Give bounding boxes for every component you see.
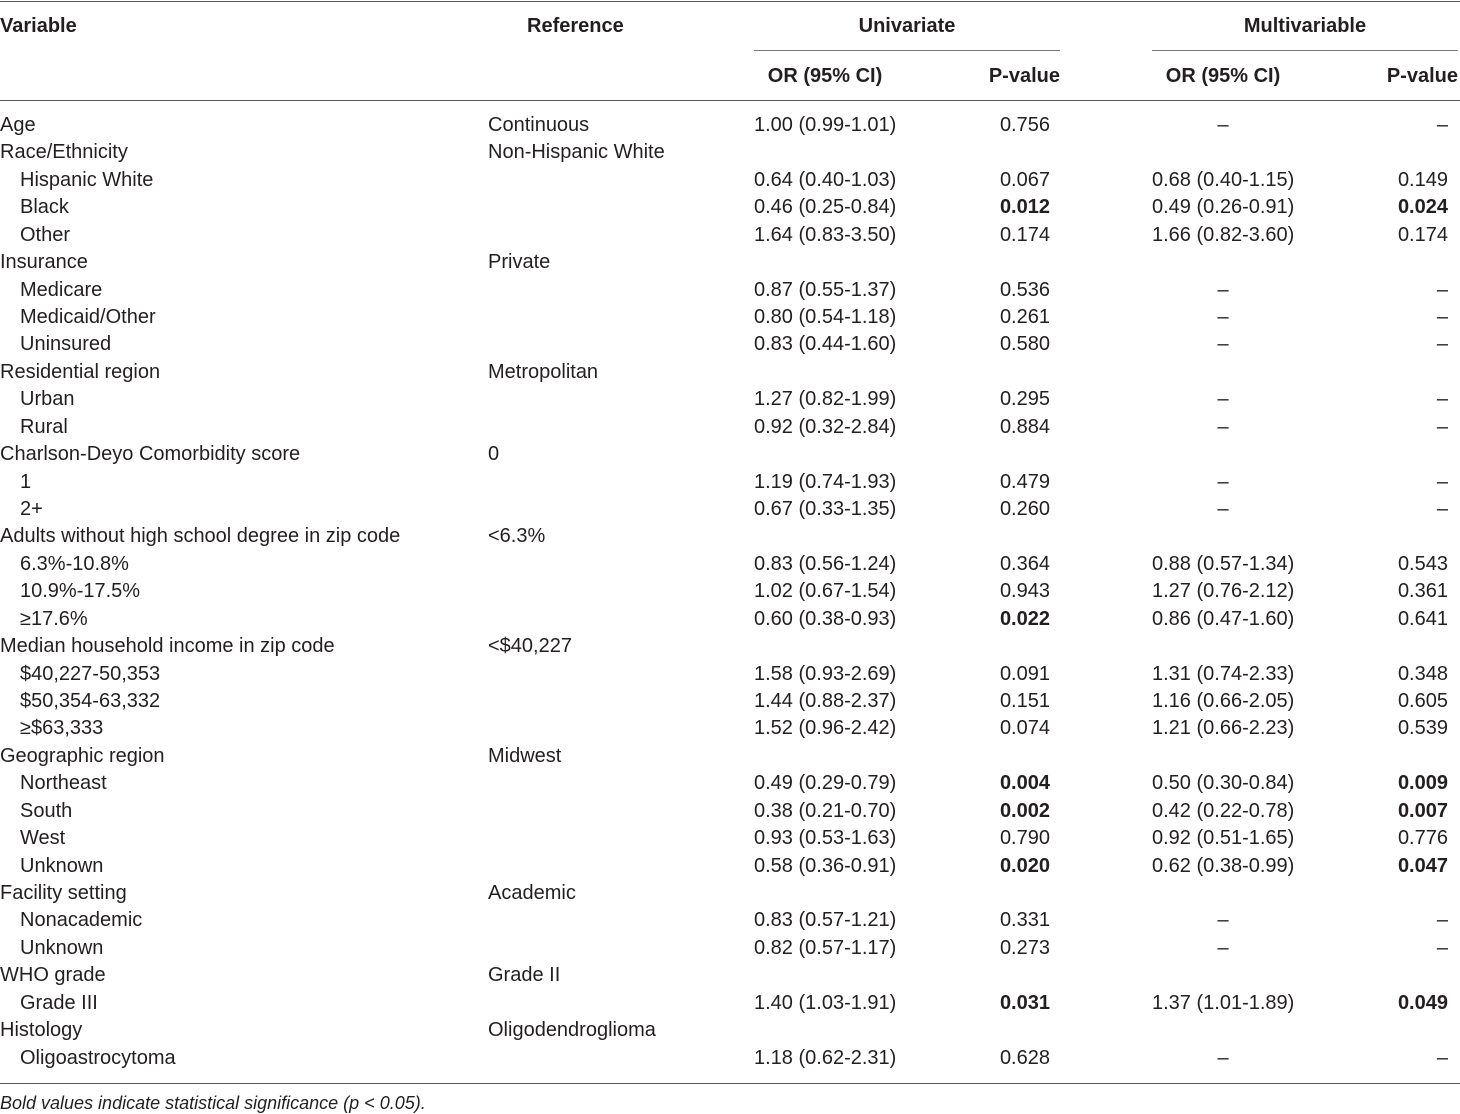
variable-cell: Hispanic White — [20, 168, 154, 191]
table-row — [0, 578, 1460, 605]
table-row — [0, 798, 1460, 825]
multivariable-p-cell: – — [1436, 415, 1448, 438]
multivariable-p-cell: – — [1436, 278, 1448, 301]
variable-cell: WHO grade — [0, 964, 106, 987]
multivariable-p-cell: 0.009 — [1397, 772, 1448, 795]
univariate-or-cell: 1.02 (0.67-1.54) — [754, 580, 897, 603]
variable-cell: 2+ — [20, 498, 43, 521]
variable-cell: Rural — [20, 415, 68, 438]
reference-cell: <6.3% — [488, 525, 546, 548]
univariate-or-cell: 1.19 (0.74-1.93) — [754, 470, 897, 493]
multivariable-or-cell: – — [1217, 909, 1229, 932]
multivariable-p-cell: 0.047 — [1397, 854, 1448, 877]
univariate-or-cell: 0.93 (0.53-1.63) — [754, 827, 897, 850]
reference-cell: Midwest — [488, 744, 562, 767]
multivariable-p-cell: 0.543 — [1397, 552, 1448, 575]
table-row — [0, 990, 1460, 1017]
variable-cell: Other — [20, 223, 71, 246]
univariate-or-cell: 0.60 (0.38-0.93) — [754, 607, 897, 630]
table-row — [0, 249, 1460, 276]
variable-cell: 1 — [20, 470, 32, 493]
univariate-or-cell: 0.82 (0.57-1.17) — [754, 936, 897, 959]
table-row — [0, 825, 1460, 852]
bottom-rule — [0, 1083, 1460, 1084]
variable-cell: Urban — [20, 388, 75, 411]
multivariable-or-cell: 0.49 (0.26-0.91) — [1152, 196, 1295, 219]
univariate-or-cell: 0.64 (0.40-1.03) — [754, 168, 897, 191]
multivariable-or-cell: – — [1217, 415, 1229, 438]
variable-cell: Medicare — [20, 278, 103, 301]
variable-cell: Median household income in zip code — [0, 635, 335, 658]
univariate-or-cell: 0.83 (0.44-1.60) — [754, 333, 897, 356]
variable-cell: 6.3%-10.8% — [20, 552, 129, 575]
univariate-p-cell: 0.074 — [999, 717, 1050, 740]
variable-cell: South — [20, 799, 73, 822]
header-multivariable-or: OR (95% CI) — [1165, 65, 1281, 87]
table-row — [0, 606, 1460, 633]
multivariable-p-cell: 0.539 — [1397, 717, 1448, 740]
univariate-p-cell: 0.012 — [999, 196, 1050, 219]
variable-cell: $40,227-50,353 — [20, 662, 161, 685]
table-row — [0, 523, 1460, 550]
multivariable-or-cell: 1.37 (1.01-1.89) — [1152, 991, 1295, 1014]
variable-cell: West — [20, 827, 66, 850]
univariate-p-cell: 0.331 — [999, 909, 1050, 932]
multivariable-or-cell: 0.62 (0.38-0.99) — [1152, 854, 1295, 877]
header-univariate-or: OR (95% CI) — [767, 65, 883, 87]
univariate-p-cell: 0.022 — [999, 607, 1050, 630]
table-row — [0, 112, 1460, 139]
table-row — [0, 715, 1460, 742]
table-row — [0, 222, 1460, 249]
multivariable-or-cell: – — [1217, 470, 1229, 493]
univariate-p-cell: 0.295 — [999, 388, 1050, 411]
univariate-or-cell: 0.38 (0.21-0.70) — [754, 799, 897, 822]
multivariable-p-cell: 0.605 — [1397, 690, 1448, 713]
multivariable-or-cell: 0.42 (0.22-0.78) — [1152, 799, 1295, 822]
table-row — [0, 962, 1460, 989]
univariate-underline — [754, 50, 1060, 51]
multivariable-p-cell: – — [1436, 333, 1448, 356]
multivariable-or-cell: – — [1217, 306, 1229, 328]
reference-cell: Metropolitan — [488, 360, 599, 383]
reference-cell: <$40,227 — [488, 635, 572, 658]
multivariable-p-cell: 0.361 — [1397, 580, 1448, 603]
header-reference: Reference — [527, 15, 624, 37]
multivariable-underline — [1152, 50, 1458, 51]
multivariable-or-cell: 1.31 (0.74-2.33) — [1152, 662, 1295, 685]
variable-cell: Age — [0, 114, 36, 136]
multivariable-or-cell: 0.86 (0.47-1.60) — [1152, 607, 1295, 630]
variable-cell: Race/Ethnicity — [0, 141, 128, 164]
univariate-p-cell: 0.260 — [999, 498, 1050, 521]
variable-cell: ≥$63,333 — [20, 717, 104, 740]
multivariable-p-cell: – — [1436, 1046, 1448, 1069]
table-row — [0, 688, 1460, 715]
multivariable-p-cell: 0.641 — [1397, 607, 1448, 630]
multivariable-or-cell: 0.88 (0.57-1.34) — [1152, 552, 1295, 575]
univariate-or-cell: 1.00 (0.99-1.01) — [754, 114, 897, 136]
table-row — [0, 386, 1460, 413]
multivariable-p-cell: – — [1436, 498, 1448, 521]
variable-cell: Adults without high school degree in zip code — [0, 525, 401, 548]
univariate-p-cell: 0.943 — [999, 580, 1050, 603]
header-multivariable: Multivariable — [1243, 15, 1367, 37]
table-row — [0, 551, 1460, 578]
univariate-or-cell: 0.83 (0.57-1.21) — [754, 909, 897, 932]
univariate-or-cell: 0.83 (0.56-1.24) — [754, 552, 897, 575]
reference-cell: Private — [488, 251, 551, 274]
multivariable-or-cell: 1.16 (0.66-2.05) — [1152, 690, 1295, 713]
table-row — [0, 304, 1460, 331]
multivariable-or-cell: 1.66 (0.82-3.60) — [1152, 223, 1295, 246]
reference-cell: Oligodendroglioma — [488, 1019, 656, 1042]
univariate-p-cell: 0.479 — [999, 470, 1050, 493]
header-univariate-p: P-value — [988, 65, 1060, 87]
table-row — [0, 139, 1460, 166]
reference-cell: Continuous — [488, 114, 590, 136]
univariate-or-cell: 0.87 (0.55-1.37) — [754, 278, 897, 301]
multivariable-p-cell: – — [1436, 388, 1448, 411]
variable-cell: Geographic region — [0, 744, 165, 767]
multivariable-or-cell: 0.50 (0.30-0.84) — [1152, 772, 1295, 795]
variable-cell: Histology — [0, 1019, 83, 1042]
multivariable-or-cell: – — [1217, 498, 1229, 521]
table-row — [0, 880, 1460, 907]
univariate-p-cell: 0.020 — [999, 854, 1050, 877]
univariate-p-cell: 0.261 — [999, 306, 1050, 328]
variable-cell: Unknown — [20, 854, 104, 877]
univariate-p-cell: 0.364 — [999, 552, 1050, 575]
univariate-p-cell: 0.002 — [999, 799, 1050, 822]
multivariable-or-cell: – — [1217, 114, 1229, 136]
multivariable-p-cell: – — [1436, 936, 1448, 959]
table-row — [0, 661, 1460, 688]
variable-cell: Grade III — [20, 991, 98, 1014]
univariate-p-cell: 0.091 — [999, 662, 1050, 685]
variable-cell: Oligoastrocytoma — [20, 1046, 176, 1069]
top-rule — [0, 1, 1460, 2]
variable-cell: 10.9%-17.5% — [20, 580, 141, 603]
table-row — [0, 935, 1460, 962]
variable-cell: ≥17.6% — [20, 607, 88, 630]
table-row — [0, 1017, 1460, 1044]
reference-cell: Academic — [488, 882, 576, 905]
univariate-p-cell: 0.151 — [999, 690, 1050, 713]
multivariable-p-cell: 0.007 — [1397, 799, 1448, 822]
header-bottom-rule — [0, 100, 1460, 101]
multivariable-p-cell: – — [1436, 470, 1448, 493]
univariate-or-cell: 0.58 (0.36-0.91) — [754, 854, 897, 877]
univariate-p-cell: 0.004 — [999, 772, 1050, 795]
univariate-or-cell: 1.58 (0.93-2.69) — [754, 662, 897, 685]
variable-cell: Facility setting — [0, 882, 127, 905]
table-row — [0, 359, 1460, 386]
multivariable-or-cell: 1.21 (0.66-2.23) — [1152, 717, 1295, 740]
multivariable-or-cell: – — [1217, 333, 1229, 356]
univariate-or-cell: 0.80 (0.54-1.18) — [754, 306, 897, 328]
variable-cell: Charlson-Deyo Comorbidity score — [0, 443, 301, 466]
multivariable-p-cell: 0.776 — [1397, 827, 1448, 850]
univariate-p-cell: 0.174 — [999, 223, 1050, 246]
multivariable-or-cell: 0.92 (0.51-1.65) — [1152, 827, 1295, 850]
header-multivariable-p: P-value — [1386, 65, 1458, 87]
multivariable-or-cell: – — [1217, 1046, 1229, 1069]
univariate-p-cell: 0.031 — [999, 991, 1050, 1014]
table-row — [0, 633, 1460, 660]
header-univariate: Univariate — [858, 15, 956, 37]
multivariable-p-cell: – — [1436, 114, 1448, 136]
univariate-or-cell: 0.49 (0.29-0.79) — [754, 772, 897, 795]
univariate-or-cell: 1.27 (0.82-1.99) — [754, 388, 897, 411]
table-row — [0, 167, 1460, 194]
univariate-or-cell: 1.64 (0.83-3.50) — [754, 223, 897, 246]
univariate-or-cell: 0.92 (0.32-2.84) — [754, 415, 897, 438]
univariate-or-cell: 1.52 (0.96-2.42) — [754, 717, 897, 740]
reference-cell: Non-Hispanic White — [488, 141, 665, 164]
header-variable: Variable — [0, 15, 77, 37]
reference-cell: Grade II — [488, 964, 561, 987]
variable-cell: Uninsured — [20, 333, 112, 356]
table-row — [0, 414, 1460, 441]
table-row — [0, 331, 1460, 358]
univariate-p-cell: 0.756 — [999, 114, 1050, 136]
univariate-or-cell: 1.44 (0.88-2.37) — [754, 690, 897, 713]
univariate-p-cell: 0.273 — [999, 936, 1050, 959]
univariate-p-cell: 0.536 — [999, 278, 1050, 301]
variable-cell: Unknown — [20, 936, 104, 959]
table-row — [0, 496, 1460, 523]
variable-cell: Black — [20, 196, 69, 219]
multivariable-p-cell: – — [1436, 306, 1448, 328]
variable-cell: Insurance — [0, 251, 88, 274]
multivariable-p-cell: 0.024 — [1397, 196, 1448, 219]
multivariable-or-cell: – — [1217, 388, 1229, 411]
multivariable-or-cell: 1.27 (0.76-2.12) — [1152, 580, 1295, 603]
variable-cell: Residential region — [0, 360, 161, 383]
univariate-p-cell: 0.790 — [999, 827, 1050, 850]
univariate-or-cell: 1.18 (0.62-2.31) — [754, 1046, 897, 1069]
reference-cell: 0 — [488, 443, 500, 466]
multivariable-p-cell: 0.174 — [1397, 223, 1448, 246]
variable-cell: $50,354-63,332 — [20, 690, 161, 713]
multivariable-p-cell: 0.149 — [1397, 168, 1448, 191]
univariate-p-cell: 0.580 — [999, 333, 1050, 356]
table-row — [0, 469, 1460, 496]
multivariable-or-cell: 0.68 (0.40-1.15) — [1152, 168, 1295, 191]
footnote: Bold values indicate statistical significance (p < 0.05). — [0, 1093, 426, 1113]
table-row — [0, 277, 1460, 304]
variable-cell: Nonacademic — [20, 909, 143, 932]
univariate-or-cell: 1.40 (1.03-1.91) — [754, 991, 897, 1014]
table-row — [0, 853, 1460, 880]
univariate-p-cell: 0.884 — [999, 415, 1050, 438]
table-row — [0, 743, 1460, 770]
univariate-p-cell: 0.628 — [999, 1046, 1050, 1069]
multivariable-p-cell: 0.049 — [1397, 991, 1448, 1014]
table-row — [0, 1045, 1460, 1072]
multivariable-p-cell: 0.348 — [1397, 662, 1448, 685]
multivariable-or-cell: – — [1217, 278, 1229, 301]
table-row — [0, 907, 1460, 934]
table-row — [0, 194, 1460, 221]
variable-cell: Medicaid/Other — [20, 306, 156, 328]
univariate-or-cell: 0.46 (0.25-0.84) — [754, 196, 897, 219]
variable-cell: Northeast — [20, 772, 107, 795]
multivariable-or-cell: – — [1217, 936, 1229, 959]
table-row — [0, 770, 1460, 797]
multivariable-p-cell: – — [1436, 909, 1448, 932]
univariate-p-cell: 0.067 — [999, 168, 1050, 191]
univariate-or-cell: 0.67 (0.33-1.35) — [754, 498, 897, 521]
table-row — [0, 441, 1460, 468]
